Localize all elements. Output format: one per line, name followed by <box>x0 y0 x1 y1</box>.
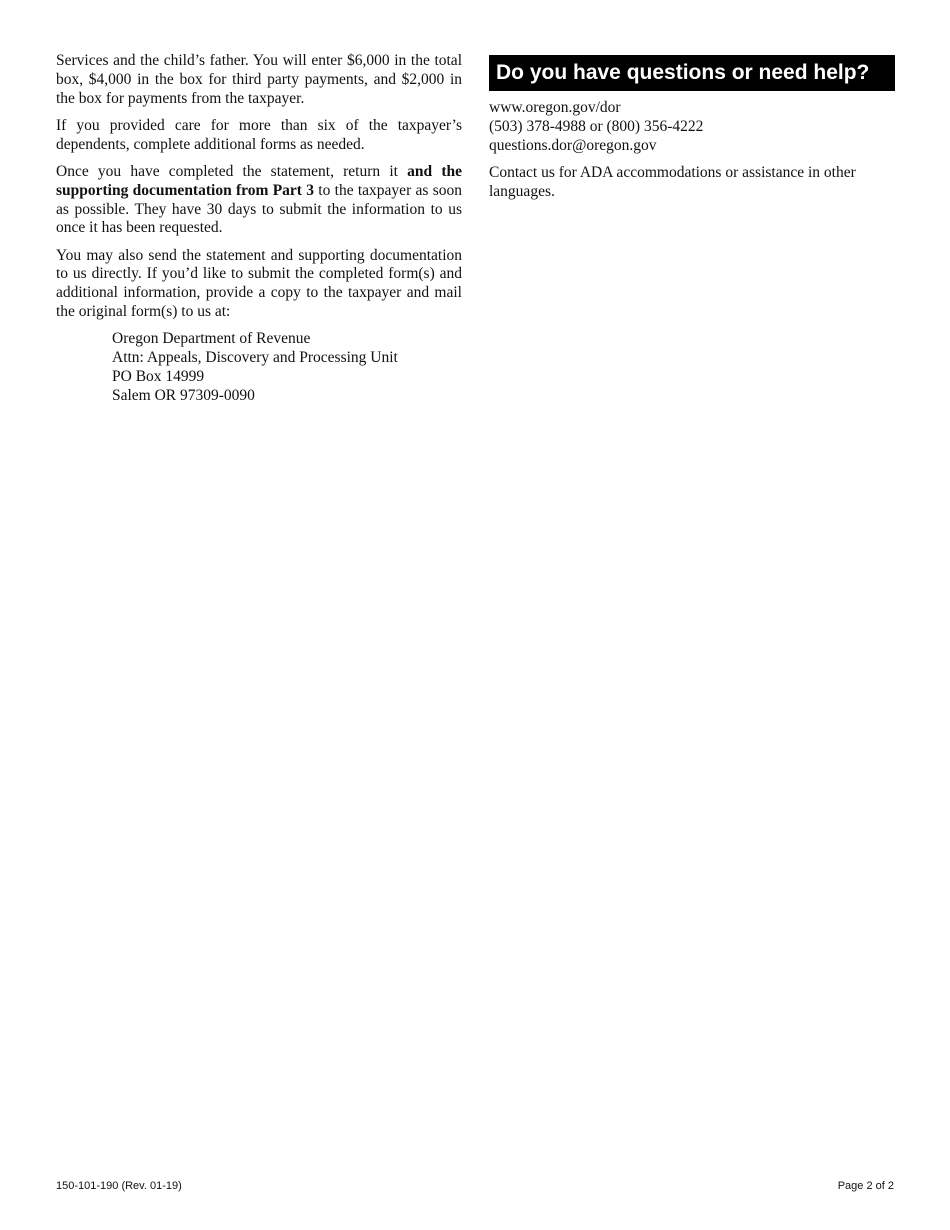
contact-info <box>489 99 895 155</box>
address-line-1: Oregon Department of Revenue <box>112 330 311 348</box>
paragraph-3-text-end: to the taxpayer as soon as possible. They have 30 days to submit the information to us once it has been requested. <box>56 181 463 237</box>
address-line-3: PO Box 14999 <box>112 367 205 385</box>
address-line-2: Attn: Appeals, Discovery and Processing Unit <box>112 349 398 367</box>
website-link[interactable]: www.oregon.gov/dor <box>489 99 621 116</box>
paragraph-3-bold-text: and the supporting documentation from Part 3 <box>56 162 463 199</box>
form-number: 150-101-190 (Rev. 01-19) <box>56 1180 182 1192</box>
mailing-address <box>112 330 462 405</box>
phone-numbers: (503) 378-4988 or (800) 356-4222 <box>489 117 704 135</box>
email-link[interactable]: questions.dor@oregon.gov <box>489 136 657 154</box>
instruction-paragraph-4: You may also send the statement and supporting documentation to us directly. If you’d like to submit the completed form(s) and additional information, provide a copy to the taxpayer and mail the original form(s) to us at: <box>56 246 462 321</box>
instruction-paragraph-1: Services and the child’s father. You will enter $6,000 in the total box, $4,000 in the box for third party payments, and $2,000 in the box for payments from the taxpayer. <box>56 52 462 107</box>
help-heading: Do you have questions or need help? <box>489 55 895 91</box>
help-column <box>489 55 895 201</box>
instruction-paragraph-3 <box>56 163 462 238</box>
page-number: Page 2 of 2 <box>837 1180 894 1192</box>
paragraph-3-text-start: Once you have completed the statement, return it <box>56 162 408 180</box>
instruction-paragraph-2: If you provided care for more than six of the taxpayer’s dependents, complete additional forms as needed. <box>56 116 462 153</box>
left-column <box>56 52 462 406</box>
address-line-4: Salem OR 97309-0090 <box>112 386 255 404</box>
ada-note: Contact us for ADA accommodations or assistance in other languages. <box>489 163 856 200</box>
